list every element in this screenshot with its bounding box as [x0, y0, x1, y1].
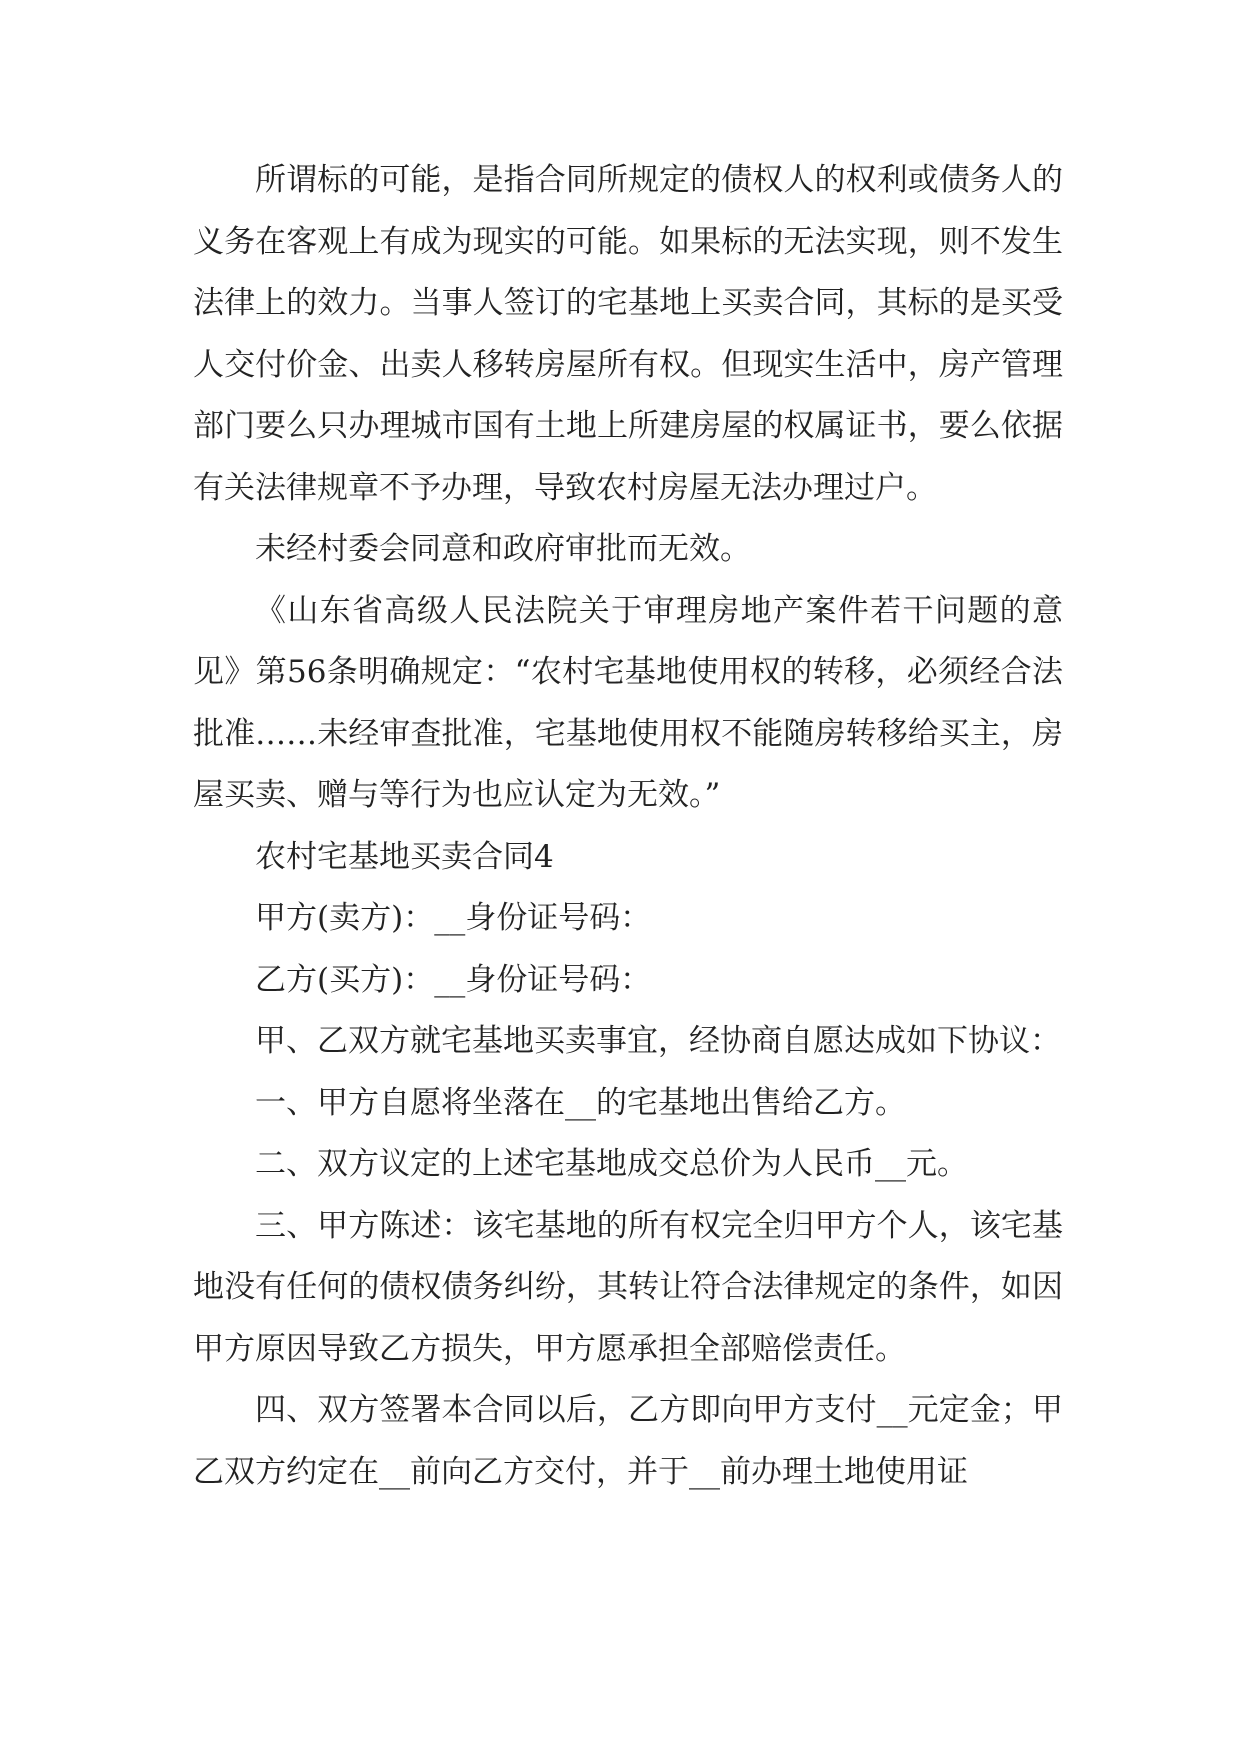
clause-4: 四、双方签署本合同以后，乙方即向甲方支付__元定金；甲乙双方约定在__前向乙方交付，并于__前办理土地使用证 — [193, 1392, 1063, 1490]
paragraph-2: 未经村委会同意和政府审批而无效。 — [255, 531, 751, 567]
agreement-intro: 甲、乙双方就宅基地买卖事宜，经协商自愿达成如下协议： — [255, 1023, 1061, 1059]
document-page — [193, 150, 1063, 1503]
contract-title: 农村宅基地买卖合同4 — [255, 838, 554, 875]
clause-3: 三、甲方陈述：该宅基地的所有权完全归甲方个人，该宅基地没有任何的债权债务纠纷，其转让符合法律规定的条件，如因甲方原因导致乙方损失，甲方愿承担全部赔偿责任。 — [193, 1207, 1063, 1367]
paragraph-1: 所谓标的可能，是指合同所规定的债权人的权利或债务人的义务在客观上有成为现实的可能。如果标的无法实现，则不发生法律上的效力。当事人签订的宅基地上买卖合同，其标的是买受人交付价金、出卖人移转房屋所有权。但现实生活中，房产管理部门要么只办理城市国有土地上所建房屋的权属证书，要么依据有关法律规章不予办理，导致农村房屋无法办理过户。 — [193, 162, 1063, 506]
clause-1: 一、甲方自愿将坐落在__的宅基地出售给乙方。 — [255, 1084, 906, 1121]
paragraph-3: 《山东省高级人民法院关于审理房地产案件若干问题的意见》第56条明确规定：“农村宅基地使用权的转移，必须经合法批准……未经审查批准，宅基地使用权不能随房转移给买主，房屋买卖、赠与等行为也应认定为无效。” — [193, 592, 1063, 813]
clause-2: 二、双方议定的上述宅基地成交总价为人民币__元。 — [255, 1146, 968, 1182]
party-a-line: 甲方(卖方)：__身份证号码： — [255, 900, 652, 936]
party-b-line: 乙方(买方)：__身份证号码： — [255, 961, 652, 998]
